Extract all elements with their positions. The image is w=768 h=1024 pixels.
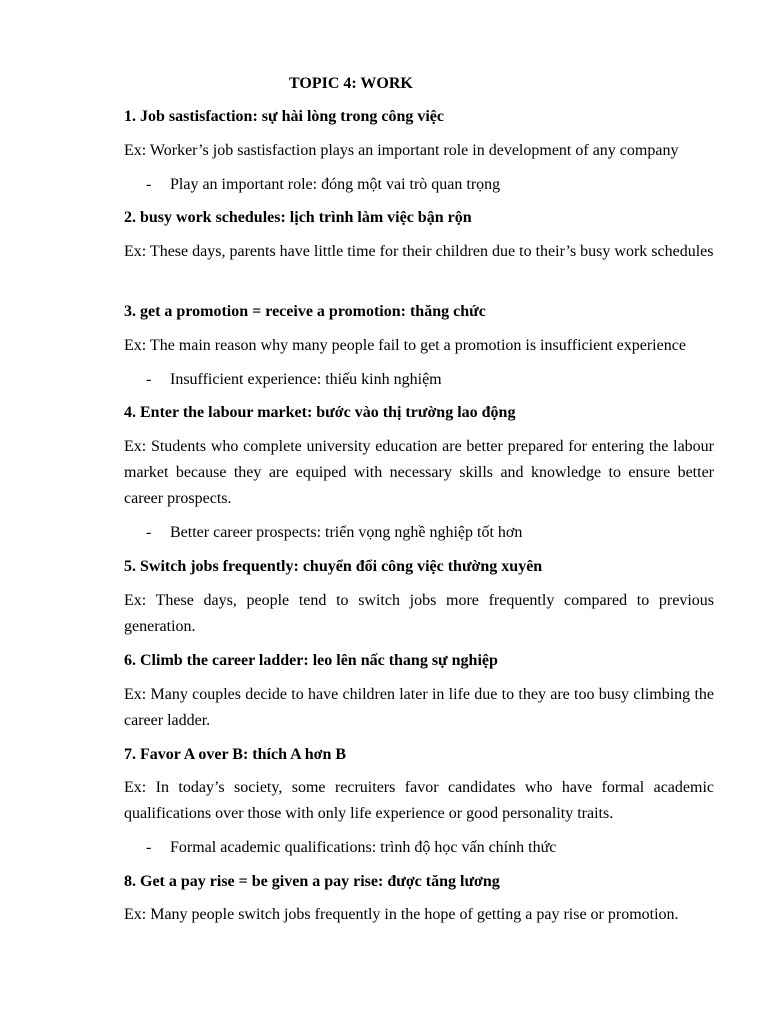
entry-bullet-1 bbox=[146, 172, 706, 198]
entry-example-1: Ex: Worker’s job sastisfaction plays an important role in development of any company bbox=[124, 142, 679, 159]
bullet-dash: - bbox=[146, 839, 152, 856]
entry-bullet-4 bbox=[146, 520, 706, 546]
entry-heading-1: 1. Job sastisfaction: sự hài lòng trong công việc bbox=[124, 108, 444, 125]
entry-bullet-text-7: Formal academic qualifications: trình độ học vấn chính thức bbox=[170, 839, 557, 856]
entry-heading-2: 2. busy work schedules: lịch trình làm việc bận rộn bbox=[124, 209, 472, 226]
entry-heading-4: 4. Enter the labour market: bước vào thị trường lao động bbox=[124, 404, 516, 421]
entry-heading-7: 7. Favor A over B: thích A hơn B bbox=[124, 746, 347, 763]
entry-example-8: Ex: Many people switch jobs frequently in the hope of getting a pay rise or promotion. bbox=[124, 906, 679, 923]
entry-bullet-text-4: Better career prospects: triển vọng nghề nghiệp tốt hơn bbox=[170, 524, 523, 541]
entry-heading-8: 8. Get a pay rise = be given a pay rise: được tăng lương bbox=[124, 873, 500, 890]
entry-bullet-7 bbox=[146, 835, 706, 861]
bullet-dash: - bbox=[146, 524, 152, 541]
entry-example-2: Ex: These days, parents have little time for their children due to their’s busy work schedules bbox=[124, 243, 714, 260]
entry-bullet-text-1: Play an important role: đóng một vai trò quan trọng bbox=[170, 176, 501, 193]
entry-heading-6: 6. Climb the career ladder: leo lên nấc thang sự nghiệp bbox=[124, 652, 498, 669]
entry-example-3: Ex: The main reason why many people fail to get a promotion is insufficient experience bbox=[124, 337, 686, 354]
entry-example-5: Ex: These days, people tend to switch jobs more frequently compared to previous generation. bbox=[124, 592, 714, 635]
entry-example-7: Ex: In today’s society, some recruiters favor candidates who have formal academic qualifications over those with only life experience or good personality traits. bbox=[124, 779, 714, 822]
bullet-dash: - bbox=[146, 371, 152, 388]
bullet-dash: - bbox=[146, 176, 152, 193]
page-title: TOPIC 4: WORK bbox=[289, 75, 413, 92]
entry-example-6: Ex: Many couples decide to have children later in life due to they are too busy climbing the career ladder. bbox=[124, 686, 714, 729]
entry-example-4: Ex: Students who complete university education are better prepared for entering the labour market because they are equiped with necessary skills and knowledge to ensure better career prospects. bbox=[124, 438, 714, 507]
entry-heading-5: 5. Switch jobs frequently: chuyển đổi công việc thường xuyên bbox=[124, 558, 543, 575]
entry-bullet-3 bbox=[146, 367, 706, 393]
entry-bullet-text-3: Insufficient experience: thiếu kinh nghiệm bbox=[170, 371, 442, 388]
entry-heading-3: 3. get a promotion = receive a promotion: thăng chức bbox=[124, 303, 486, 320]
